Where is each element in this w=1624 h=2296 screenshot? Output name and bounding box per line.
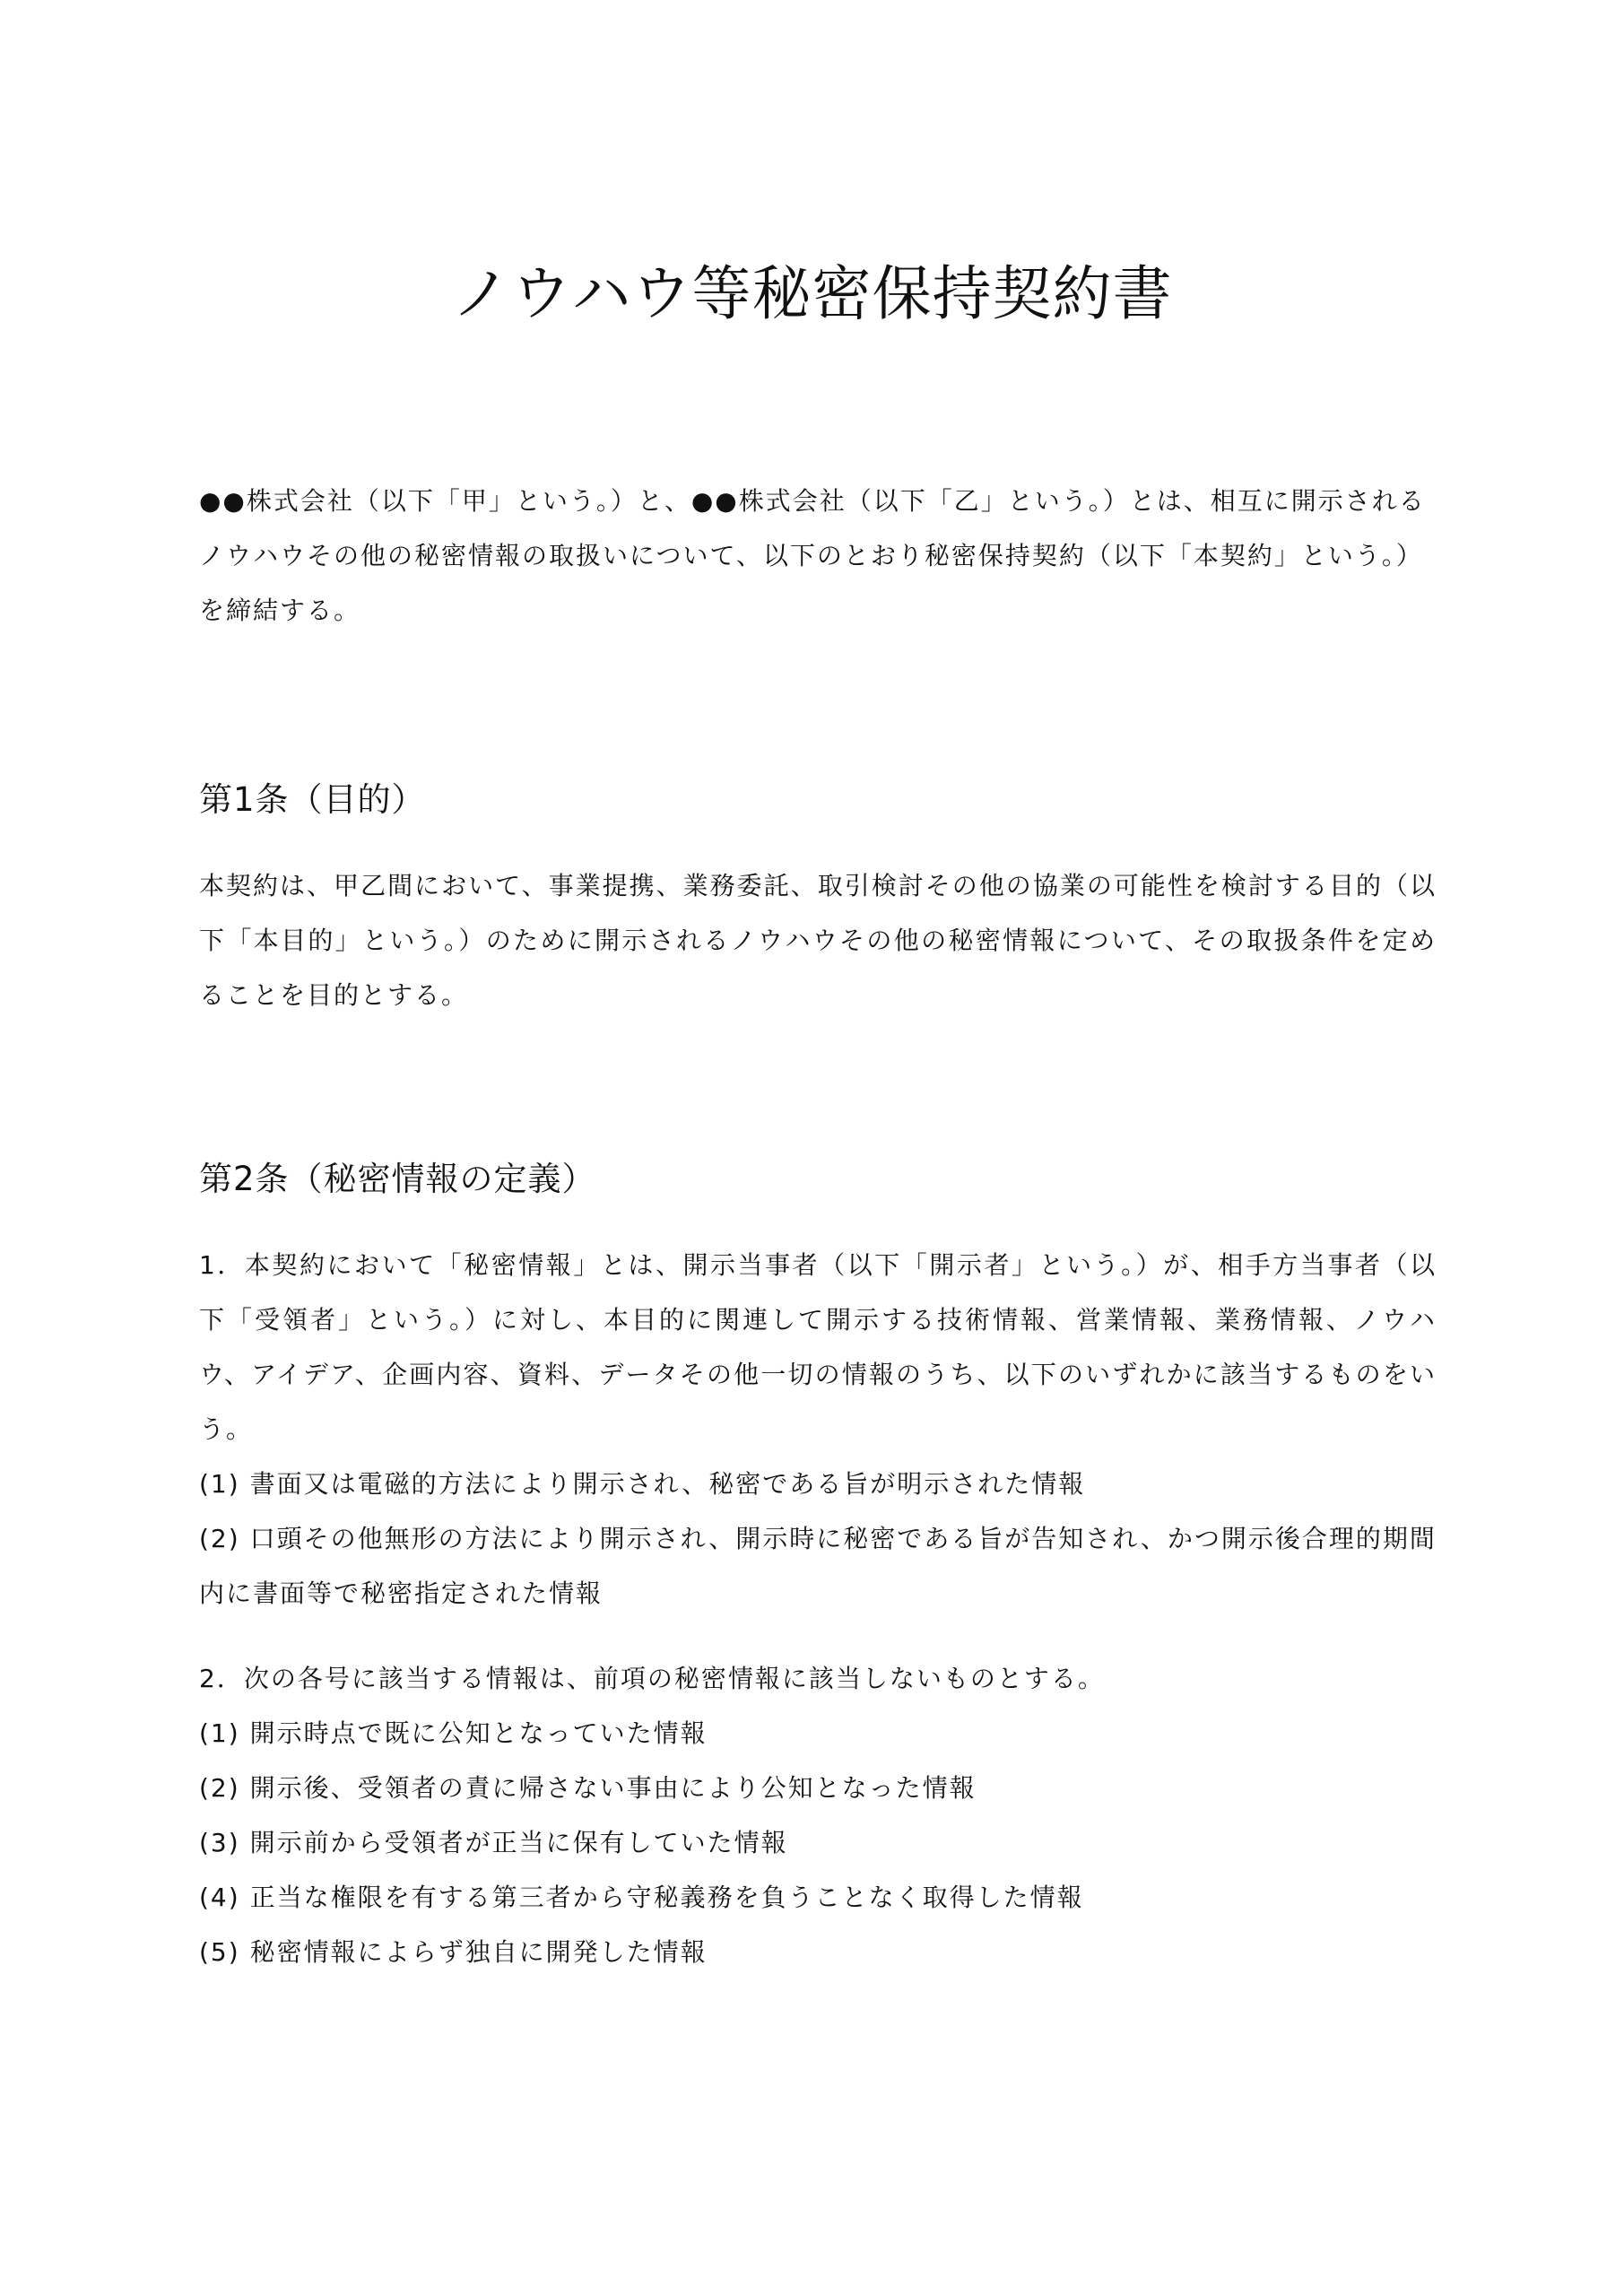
- article-2-clause-1: 1．本契約において「秘密情報」とは、開示当事者（以下「開示者」という。）が、相手方当事者（以下「受領者」という。）に対し、本目的に関連して開示する技術情報、営業情報、業務情報、ノウハウ、アイデア、企画内容、資料、データその他一切の情報のうち、以下のいずれかに該当するものをいう。: [199, 1250, 1437, 1444]
- article-1-heading: 第1条（目的）: [199, 780, 426, 819]
- article-2-clause-2-item: (4) 正当な権限を有する第三者から守秘義務を負うことなく取得した情報: [199, 1883, 1084, 1912]
- document-body: [199, 474, 1437, 1979]
- spacer: [199, 1202, 1437, 1238]
- article-1-body: 本契約は、甲乙間において、事業提携、業務委託、取引検討その他の協業の可能性を検討する目的（以下「本目的」という。）のために開示されるノウハウその他の秘密情報について、その取扱条件を定めることを目的とする。: [199, 871, 1437, 1010]
- spacer: [199, 1621, 1437, 1651]
- article-2-clause-2-item: (2) 開示後、受領者の責に帰さない事由により公知となった情報: [199, 1773, 977, 1803]
- article-2-clause-1-item: (2) 口頭その他無形の方法により開示され、開示時に秘密である旨が告知され、かつ開示後合理的期間内に書面等で秘密指定された情報: [199, 1524, 1437, 1608]
- spacer: [199, 638, 1437, 778]
- preamble: ●●株式会社（以下「甲」という。）と、●●株式会社（以下「乙」という。）とは、相互に開示されるノウハウその他の秘密情報の取扱いについて、以下のとおり秘密保持契約（以下「本契約」という。）を締結する。: [199, 486, 1426, 625]
- article-2-clause-1-item: (1) 書面又は電磁的方法により開示され、秘密である旨が明示された情報: [199, 1469, 1086, 1499]
- article-2-clause-2-item: (1) 開示時点で既に公知となっていた情報: [199, 1718, 708, 1748]
- spacer: [199, 822, 1437, 858]
- article-2-clause-2-item: (5) 秘密情報によらず独自に開発した情報: [199, 1937, 708, 1967]
- spacer: [199, 1022, 1437, 1157]
- article-2-heading: 第2条（秘密情報の定義）: [199, 1160, 596, 1198]
- document-title: ノウハウ等秘密保持契約書: [451, 259, 1173, 328]
- article-2-clause-2-item: (3) 開示前から受領者が正当に保有していた情報: [199, 1828, 788, 1857]
- article-2-clause-2: 2．次の各号に該当する情報は、前項の秘密情報に該当しないものとする。: [199, 1664, 1105, 1693]
